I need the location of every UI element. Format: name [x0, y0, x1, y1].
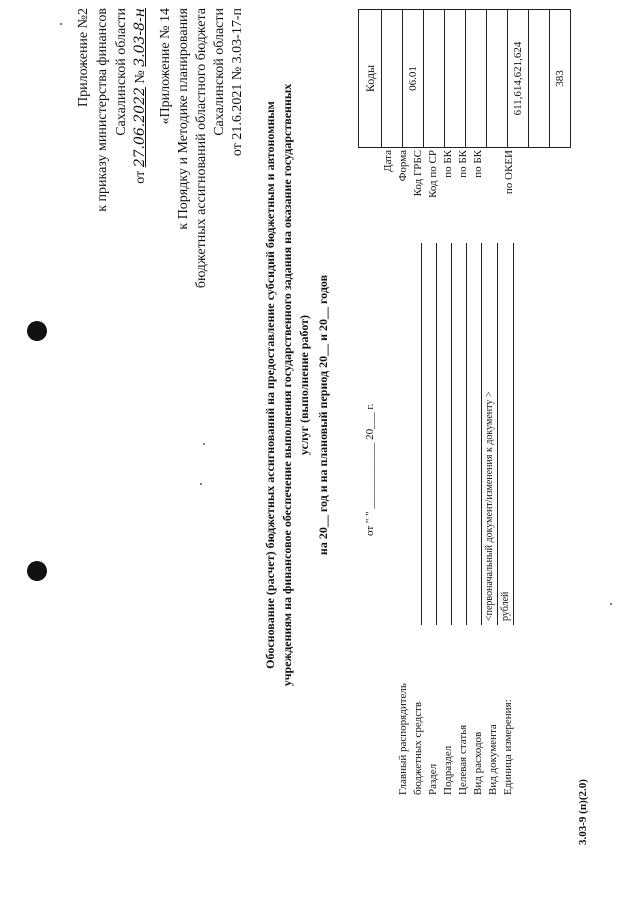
code-value-cell: [466, 10, 487, 148]
punch-hole-left: [27, 561, 47, 581]
fill-line-subsection: [451, 243, 452, 625]
codes-row: [382, 10, 403, 148]
title-line-2: учреждениям на финансовое обеспечение выполнения государственного задания на оказание государственных: [280, 83, 294, 687]
code-label-date: Дата: [382, 150, 394, 172]
scan-speck: [610, 603, 612, 605]
code-label-sr: Код по СР: [427, 150, 439, 198]
code-value-cell: [487, 10, 508, 148]
approval-line-3: Сахалинской области: [114, 8, 129, 136]
codes-table: [358, 9, 571, 148]
codes-row: [550, 10, 571, 148]
approval-line-1: Приложение №2: [76, 8, 91, 107]
code-label-empty: [486, 150, 502, 230]
document-title: [262, 25, 313, 745]
fill-line-section: [436, 243, 437, 625]
code-label-bk-1: по БК: [442, 150, 454, 178]
codes-header: Коды: [359, 10, 382, 148]
codes-row: [403, 10, 424, 148]
appendix-line-3: бюджетных ассигнований областного бюджета: [194, 8, 209, 289]
fill-line-expense: [481, 243, 482, 625]
appendix-line-2: к Порядку и Методике планирования: [176, 8, 191, 230]
field-unit: Единица измерения:: [502, 699, 514, 795]
doc-type-value: <первоначальный документ/изменения к документу >: [484, 391, 495, 621]
appendix-line-1: «Приложение № 14: [158, 8, 173, 125]
fill-line-doc-type: [497, 243, 498, 625]
form-code: 3.03-9 (п)(2.0): [577, 779, 589, 845]
scan-speck: [200, 483, 202, 485]
scan-speck: [203, 443, 205, 445]
fill-line-unit: [513, 243, 514, 625]
field-target-article: Целевая статья: [457, 724, 469, 795]
field-labels: [396, 683, 516, 795]
code-label-bk-2: по БК: [457, 150, 469, 178]
field-section: Раздел: [427, 763, 439, 795]
fill-line-target: [466, 243, 467, 625]
code-value-cell: [424, 10, 445, 148]
field-main-manager-1: Главный распорядитель: [397, 683, 409, 795]
scan-speck: [60, 23, 62, 25]
approval-handwritten-date: 27.06.2022: [132, 87, 148, 168]
code-label-okei: по ОКЕИ: [503, 150, 515, 195]
appendix-block: [157, 8, 247, 308]
code-value-cell: [382, 10, 403, 148]
approval-line-4: от 27.06.2022 № 3.03-8-н: [132, 8, 148, 184]
title-line-3: услуг (выполнение работ): [297, 314, 311, 456]
punch-hole-right: [27, 321, 47, 341]
appendix-line-5: от 21.6.2021 № 3.03-17-п: [230, 8, 245, 157]
code-labels: [381, 150, 517, 230]
appendix-line-4: Сахалинской области: [212, 8, 227, 136]
unit-value: рублей: [500, 591, 511, 621]
codes-row: [445, 10, 466, 148]
code-label-form: Форма: [397, 150, 409, 182]
title-period: на 20__ год и на плановый период 20__ и 20__ годов: [316, 274, 330, 556]
title-line-1: Обоснование (расчет) бюджетных ассигнований на предоставление субсидий бюджетным и автономным: [263, 101, 277, 669]
document-date-line: от " " ____________ 20___ г.: [364, 403, 376, 536]
code-value-cell: 611,614,621,624: [508, 10, 529, 148]
code-label-bk-3: по БК: [472, 150, 484, 178]
codes-row: [508, 10, 529, 148]
code-value-cell: 06.01: [403, 10, 424, 148]
approval-line-2: к приказу министерства финансов: [95, 8, 110, 212]
codes-row: [529, 10, 550, 148]
field-main-manager-2: бюджетных средств: [412, 701, 424, 795]
approval-block: [74, 8, 150, 268]
field-expense-type: Вид расходов: [472, 731, 484, 795]
field-subsection: Подраздел: [442, 745, 454, 795]
codes-row: [466, 10, 487, 148]
codes-row: [487, 10, 508, 148]
field-doc-type: Вид документа: [487, 724, 499, 795]
codes-row: [424, 10, 445, 148]
approval-handwritten-number: 3.03-8-н: [132, 8, 148, 67]
fill-line-manager: [421, 243, 422, 625]
code-value-cell: 383: [550, 10, 571, 148]
code-value-cell: [529, 10, 550, 148]
code-value-cell: [445, 10, 466, 148]
code-label-grbs: Код ГРБС: [412, 150, 424, 197]
